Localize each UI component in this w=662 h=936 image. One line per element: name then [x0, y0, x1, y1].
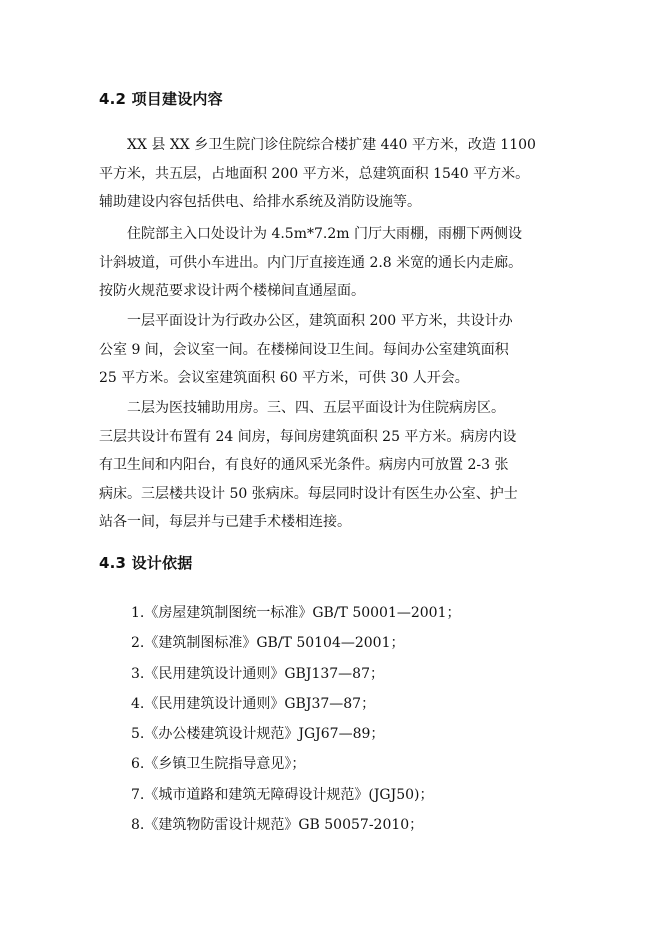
reference-item: 1.《房屋建筑制图统一标准》GB/T 50001—2001； — [131, 605, 461, 621]
paragraph-line: 病床。三层楼共设计 50 张病床。每层同时设计有医生办公室、护士 — [99, 485, 518, 502]
reference-item: 3.《民用建筑设计通则》GBJ137—87； — [131, 665, 384, 682]
reference-item: 8.《建筑物防雷设计规范》GB 50057-2010； — [131, 817, 424, 834]
paragraph-line: 辅助建设内容包括供电、给排水系统及消防设施等。 — [99, 194, 421, 211]
paragraph-line: 二层为医技辅助用房。三、四、五层平面设计为住院病房区。 — [127, 400, 505, 416]
section-heading-4-2: 4.2 项目建设内容 — [99, 90, 223, 108]
section-heading-4-3: 4.3 设计依据 — [99, 554, 193, 572]
paragraph-line: 三层共设计布置有 24 间房，每间房建筑面积 25 平方米。病房内设 — [99, 428, 517, 445]
paragraph-upper-floors — [99, 394, 561, 537]
paragraph-line: 站各一间，每层并与已建手术楼相连接。 — [99, 514, 351, 531]
paragraph-entrance-design — [99, 220, 561, 306]
reference-item: 5.《办公楼建筑设计规范》JGJ67—89； — [131, 726, 385, 743]
paragraph-line: XX 县 XX 乡卫生院门诊住院综合楼扩建 440 平方米，改造 1100 — [127, 137, 536, 153]
paragraph-line: 公室 9 间，会议室一间。在楼梯间设卫生间。每间办公室建筑面积 — [99, 341, 509, 358]
paragraph-line: 25 平方米。会议室建筑面积 60 平方米，可供 30 人开会。 — [99, 370, 469, 387]
paragraph-line: 住院部主入口处设计为 4.5m*7.2m 门厅大雨棚，雨棚下两侧设 — [127, 226, 522, 242]
paragraph-line: 计斜坡道，可供小车进出。内门厅直接连通 2.8 米宽的通长内走廊。 — [99, 254, 523, 271]
reference-list — [131, 598, 461, 840]
paragraph-line: 按防火规范要求设计两个楼梯间直通屋面。 — [99, 283, 365, 300]
reference-item: 2.《建筑制图标准》GB/T 50104—2001； — [131, 635, 405, 652]
paragraph-first-floor — [99, 307, 561, 393]
paragraph-line: 有卫生间和内阳台，有良好的通风采光条件。病房内可放置 2-3 张 — [99, 457, 509, 474]
paragraph-building-scope — [99, 131, 561, 217]
paragraph-line: 平方米，共五层，占地面积 200 平方米，总建筑面积 1540 平方米。 — [99, 165, 530, 182]
reference-item: 4.《民用建筑设计通则》GBJ37—87； — [131, 695, 376, 712]
reference-item: 7.《城市道路和建筑无障碍设计规范》(JGJ50)； — [131, 786, 434, 803]
paragraph-line: 一层平面设计为行政办公区，建筑面积 200 平方米，共设计办 — [127, 313, 513, 329]
reference-item: 6.《乡镇卫生院指导意见》； — [131, 756, 306, 773]
